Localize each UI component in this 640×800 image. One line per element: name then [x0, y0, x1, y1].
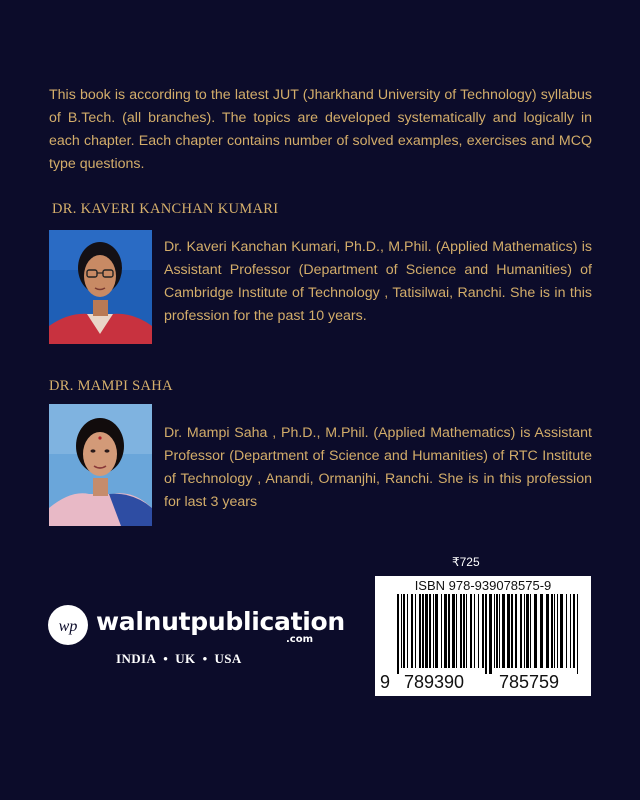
bullet-icon: • [202, 651, 208, 666]
barcode-bar [557, 594, 558, 668]
region-india: INDIA [116, 651, 157, 666]
barcode-bar [422, 594, 424, 668]
barcode-bar [485, 594, 487, 674]
barcode-bar [511, 594, 513, 668]
barcode-bar [460, 594, 462, 668]
publisher-regions [116, 651, 242, 667]
barcode-bar [524, 594, 525, 668]
barcode-bar [540, 594, 543, 668]
barcode-bar [470, 594, 472, 668]
barcode-bar [474, 594, 475, 668]
barcode-bar [577, 594, 578, 674]
barcode-bar [415, 594, 416, 668]
publisher-domain: .com [286, 634, 314, 645]
author-2-photo [49, 404, 152, 526]
barcode-bar [573, 594, 575, 668]
barcode-bar [502, 594, 505, 668]
barcode-bar [566, 594, 567, 668]
isbn-barcode [375, 576, 591, 696]
barcode-bar [515, 594, 517, 668]
barcode-bar [403, 594, 405, 668]
barcode-bar [466, 594, 467, 668]
barcode-bar [448, 594, 450, 668]
barcode-bar [530, 594, 531, 668]
barcode-bar [499, 594, 500, 668]
barcode-digits [375, 672, 591, 694]
barcode-bar [433, 594, 434, 668]
book-description: This book is according to the latest JUT (Jharkhand University of Technology) syllabus of B.Tech. (all branches). The topics are developed systematically and logically in each chapter. Each chapter contains number of solved examples, exercises and MCQ type questions. [49, 87, 592, 172]
barcode-bar [534, 594, 537, 668]
publisher-name: walnutpublication [96, 607, 345, 636]
barcode-bar [452, 594, 455, 668]
barcode-bar [489, 594, 492, 674]
barcode-bar [425, 594, 428, 668]
barcode-bar [429, 594, 431, 668]
barcode-bar [551, 594, 553, 668]
barcode-bar [407, 594, 408, 668]
barcode-bar [411, 594, 413, 668]
barcode-bar [494, 594, 495, 668]
bullet-icon: • [163, 651, 169, 666]
barcode-bar [520, 594, 522, 668]
barcode-bars [375, 576, 591, 676]
isbn-label: ISBN 978-939078575-9 [414, 578, 552, 593]
barcode-bar [482, 594, 484, 668]
barcode-bar [554, 594, 555, 668]
barcode-bar [526, 594, 529, 668]
barcode-bar [456, 594, 457, 668]
barcode-digit-group-2: 785759 [499, 672, 560, 692]
author-1-name: DR. KAVERI KANCHAN KUMARI [52, 201, 279, 217]
region-uk: UK [175, 651, 196, 666]
author-1-bio: Dr. Kaveri Kanchan Kumari, Ph.D., M.Phil. (Applied Mathematics) is Assistant Professor (Department of Science and Humanities) of Cambridge Institute of Technology , Tatisilwai, Ranchi. She is in this profession for the past 10 years. [164, 239, 592, 324]
barcode-bar [397, 594, 399, 674]
logo-mark: wp [58, 618, 78, 635]
barcode-digit-group-1: 789390 [404, 672, 465, 692]
barcode-bar [496, 594, 498, 668]
barcode-bar [444, 594, 447, 668]
author-1-photo [49, 230, 152, 344]
barcode-bar [463, 594, 465, 668]
barcode-bar [435, 594, 438, 668]
barcode-bar [560, 594, 563, 668]
barcode-bar [546, 594, 549, 668]
region-usa: USA [214, 651, 242, 666]
barcode-digit-prefix: 9 [380, 672, 391, 692]
author-2-bio: Dr. Mampi Saha , Ph.D., M.Phil. (Applied Mathematics) is Assistant Professor (Department of Science and Humanities) of RTC Institute of Technology , Anandi, Ormanjhi, Ranchi. She is in this profession for last 3 years [164, 425, 592, 510]
walnut-logo-icon [48, 605, 88, 645]
barcode-bar [507, 594, 510, 668]
barcode-bar [419, 594, 421, 668]
barcode-bar [570, 594, 571, 668]
barcode-bar [401, 594, 402, 668]
barcode-bar [478, 594, 479, 668]
price-label: ₹725 [452, 555, 480, 569]
author-2-name: DR. MAMPI SAHA [49, 378, 173, 394]
barcode-bar [441, 594, 442, 668]
